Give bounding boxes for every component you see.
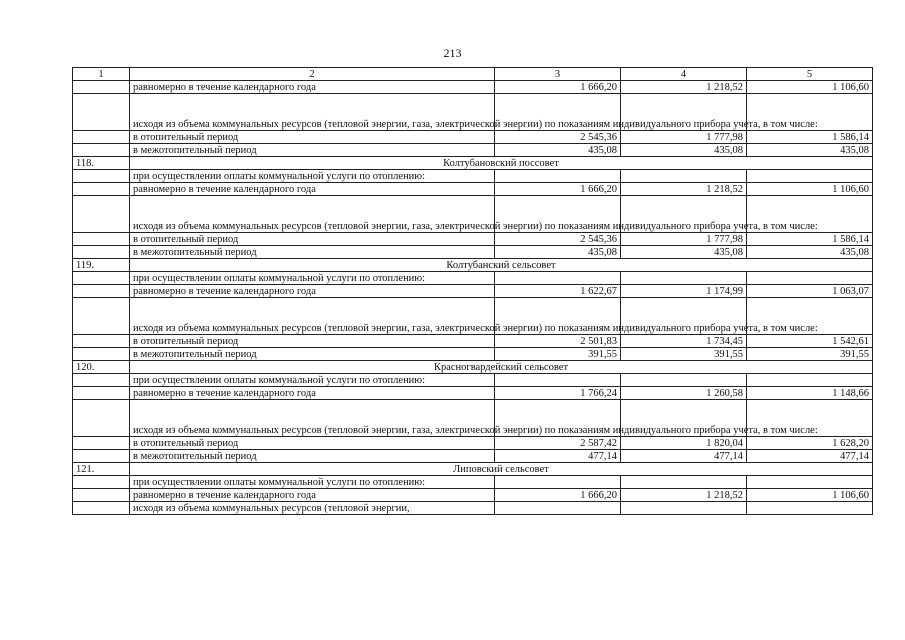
value-col-3: 1 666,20: [495, 183, 621, 196]
row-label: в межотопительный период: [130, 450, 495, 463]
tariff-table: [72, 67, 873, 515]
value-col-4: 1 218,52: [621, 489, 747, 502]
header-col-4: 4: [621, 68, 747, 81]
value-col-4: 1 734,45: [621, 335, 747, 348]
row-label: равномерно в течение календарного года: [130, 81, 495, 94]
table-row: [73, 335, 873, 348]
row-label: в межотопительный период: [130, 348, 495, 361]
row-label: при осуществлении оплаты коммунальной услуги по отоплению:: [130, 272, 495, 285]
row-label: в межотопительный период: [130, 246, 495, 259]
value-col-5: 1 586,14: [747, 233, 873, 246]
value-col-3: 1 766,24: [495, 387, 621, 400]
table-row: [73, 246, 873, 259]
row-label: равномерно в течение календарного года: [130, 489, 495, 502]
row-label: равномерно в течение календарного года: [130, 285, 495, 298]
value-col-5: 1 063,07: [747, 285, 873, 298]
table-row: [73, 233, 873, 246]
row-label: в отопительный период: [130, 233, 495, 246]
value-col-4: 1 174,99: [621, 285, 747, 298]
table-row: [73, 183, 873, 196]
section-title: Липовский сельсовет: [130, 463, 873, 476]
value-col-3: 2 545,36: [495, 131, 621, 144]
table-row: [73, 144, 873, 157]
value-col-5: 435,08: [747, 144, 873, 157]
value-col-3: 2 501,83: [495, 335, 621, 348]
row-label: равномерно в течение календарного года: [130, 387, 495, 400]
table-row: [73, 450, 873, 463]
value-col-4: 391,55: [621, 348, 747, 361]
section-title-row: [73, 157, 873, 170]
value-col-3: 435,08: [495, 144, 621, 157]
table-row: [73, 387, 873, 400]
section-title-row: [73, 361, 873, 374]
value-col-3: 391,55: [495, 348, 621, 361]
row-label: равномерно в течение календарного года: [130, 183, 495, 196]
row-label: исходя из объема коммунальных ресурсов (тепловой энергии, газа, электрической энергии) по показаниям индивидуального прибора учета, в том числе:: [130, 400, 495, 437]
table-row: [73, 170, 873, 183]
row-label: в отопительный период: [130, 335, 495, 348]
row-label: при осуществлении оплаты коммунальной услуги по отоплению:: [130, 476, 495, 489]
table-row: [73, 374, 873, 387]
section-number: 121.: [73, 463, 130, 476]
table-row: [73, 489, 873, 502]
value-col-5: 1 106,60: [747, 489, 873, 502]
value-col-4: 1 218,52: [621, 183, 747, 196]
row-label: исходя из объема коммунальных ресурсов (тепловой энергии,: [130, 502, 495, 515]
section-number: 120.: [73, 361, 130, 374]
value-col-5: 1 106,60: [747, 183, 873, 196]
value-col-4: 477,14: [621, 450, 747, 463]
value-col-5: 1 628,20: [747, 437, 873, 450]
row-label: исходя из объема коммунальных ресурсов (тепловой энергии, газа, электрической энергии) по показаниям индивидуального прибора учета, в том числе:: [130, 298, 495, 335]
value-col-4: 435,08: [621, 246, 747, 259]
row-label: в отопительный период: [130, 131, 495, 144]
row-label: при осуществлении оплаты коммунальной услуги по отоплению:: [130, 170, 495, 183]
value-col-4: 435,08: [621, 144, 747, 157]
row-label: при осуществлении оплаты коммунальной услуги по отоплению:: [130, 374, 495, 387]
header-col-5: 5: [747, 68, 873, 81]
section-title-row: [73, 259, 873, 272]
page-number: 213: [443, 46, 462, 60]
table-row: [73, 400, 873, 437]
table-row: [73, 131, 873, 144]
row-label: в межотопительный период: [130, 144, 495, 157]
table-row: [73, 476, 873, 489]
value-col-5: 1 542,61: [747, 335, 873, 348]
value-col-3: 435,08: [495, 246, 621, 259]
section-title: Колтубанский сельсовет: [130, 259, 873, 272]
header-col-3: 3: [495, 68, 621, 81]
value-col-5: 477,14: [747, 450, 873, 463]
section-title-row: [73, 463, 873, 476]
value-col-3: 1 622,67: [495, 285, 621, 298]
header-col-1: 1: [73, 68, 130, 81]
value-col-3: 477,14: [495, 450, 621, 463]
value-col-3: 2 587,42: [495, 437, 621, 450]
table-row: [73, 502, 873, 515]
table-header-row: [73, 68, 873, 81]
value-col-3: 1 666,20: [495, 81, 621, 94]
section-number: 119.: [73, 259, 130, 272]
table-row: [73, 272, 873, 285]
value-col-4: 1 218,52: [621, 81, 747, 94]
value-col-5: 1 586,14: [747, 131, 873, 144]
table-row: [73, 196, 873, 233]
table-row: [73, 298, 873, 335]
value-col-4: 1 777,98: [621, 131, 747, 144]
table-row: [73, 437, 873, 450]
value-col-5: 391,55: [747, 348, 873, 361]
row-label: в отопительный период: [130, 437, 495, 450]
row-label: исходя из объема коммунальных ресурсов (тепловой энергии, газа, электрической энергии) по показаниям индивидуального прибора учета, в том числе:: [130, 196, 495, 233]
table-row: [73, 94, 873, 131]
value-col-4: 1 820,04: [621, 437, 747, 450]
header-col-2: 2: [130, 68, 495, 81]
value-col-5: 1 106,60: [747, 81, 873, 94]
table-row: [73, 285, 873, 298]
value-col-5: 1 148,66: [747, 387, 873, 400]
value-col-4: 1 777,98: [621, 233, 747, 246]
value-col-4: 1 260,58: [621, 387, 747, 400]
value-col-3: 1 666,20: [495, 489, 621, 502]
value-col-5: 435,08: [747, 246, 873, 259]
row-label: исходя из объема коммунальных ресурсов (тепловой энергии, газа, электрической энергии) по показаниям индивидуального прибора учета, в том числе:: [130, 94, 495, 131]
value-col-3: 2 545,36: [495, 233, 621, 246]
section-title: Красногвардейский сельсовет: [130, 361, 873, 374]
table-row: [73, 348, 873, 361]
section-number: 118.: [73, 157, 130, 170]
section-title: Колтубановский поссовет: [130, 157, 873, 170]
table-row: [73, 81, 873, 94]
